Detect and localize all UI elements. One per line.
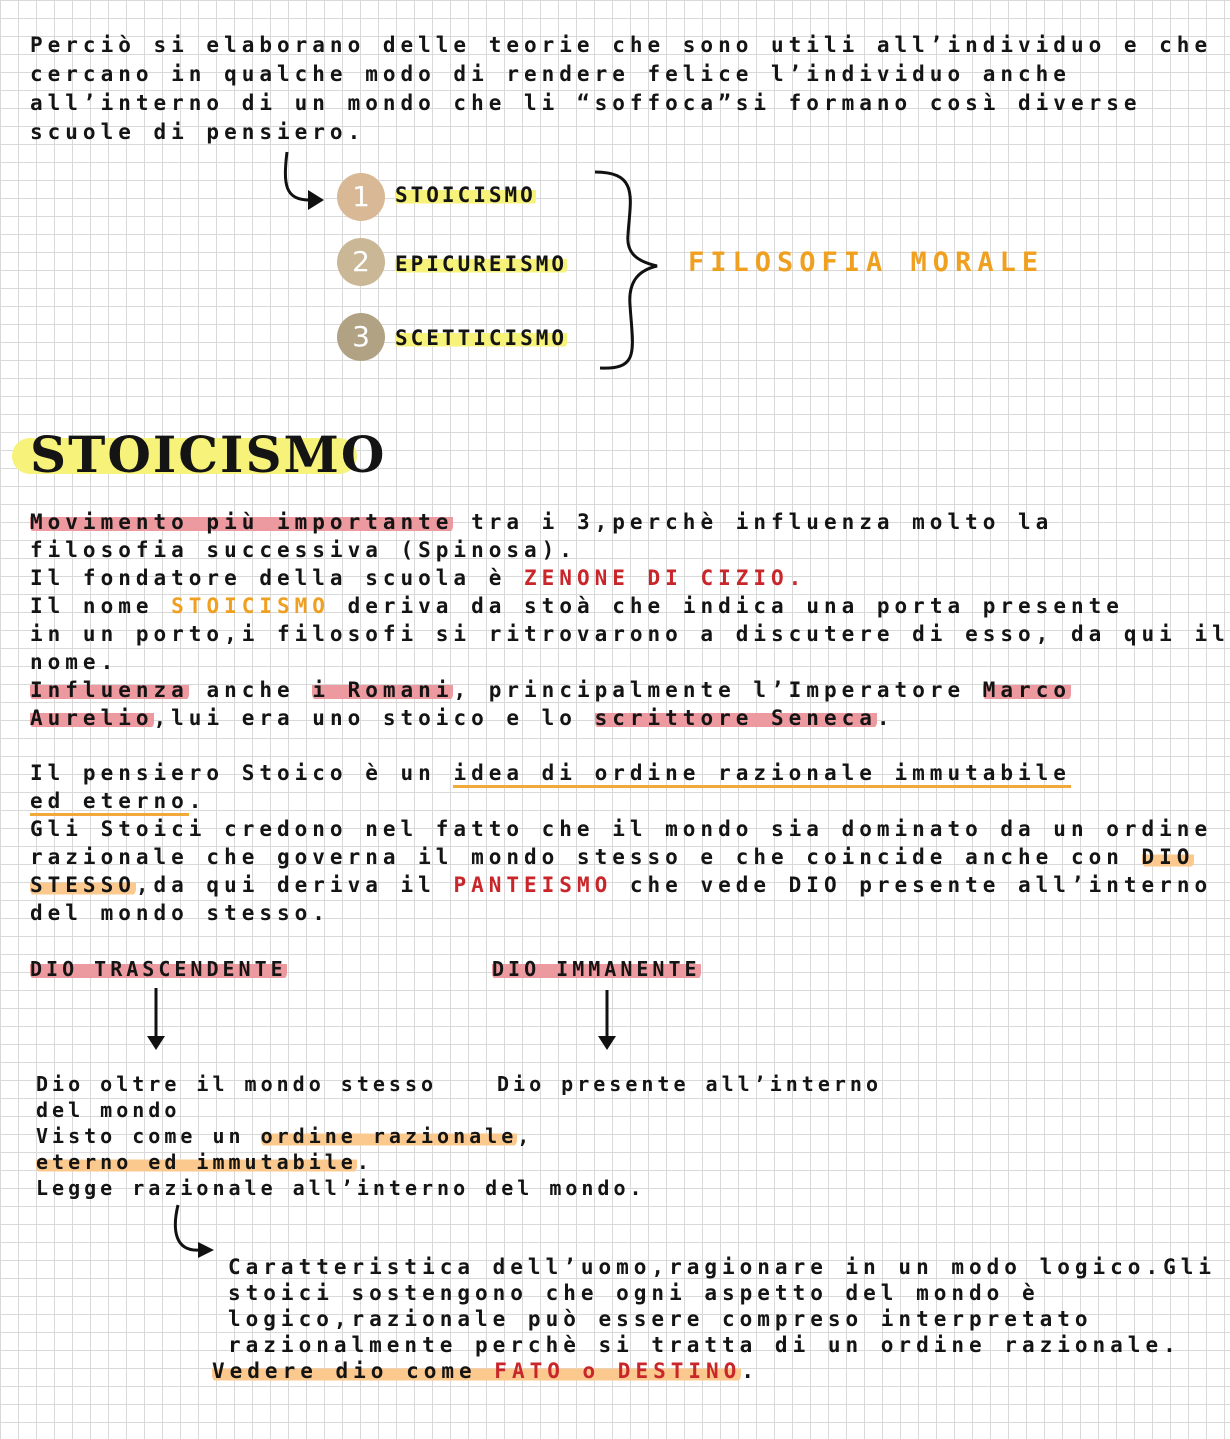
trasc-line-3: Visto come un ordine razionale, [36, 1124, 534, 1148]
p1-line-3: Il fondatore della scuola è ZENONE DI CIZIO. [30, 566, 807, 590]
p1-line-8: Aurelio,lui era uno stoico e lo scrittore Seneca. [30, 706, 895, 730]
p2-line-4: razionale che governa il mondo stesso e che coincide anche con DIO [30, 845, 1195, 869]
intro-line-3: all’interno di un mondo che li “soffoca”si formano così diverse [30, 91, 1142, 115]
p2-line-6: del mondo stesso. [30, 901, 330, 925]
p1-line-7: Influenza anche i Romani, principalmente l’Imperatore Marco [30, 678, 1071, 702]
final-line-5: Vedere dio come FATO o DESTINO. [212, 1359, 759, 1383]
dio-trascendente-heading: DIO TRASCENDENTE [30, 957, 287, 981]
intro-line-2: cercano in qualche modo di rendere felice l’individuo anche [30, 62, 1071, 86]
imman-line-1: Dio presente all’interno [497, 1072, 882, 1096]
trasc-line-5: Legge razionale all’interno del mondo. [36, 1176, 646, 1200]
trasc-line-2: del mondo [36, 1098, 181, 1122]
intro-line-1: Perciò si elaborano delle teorie che sono utili all’individuo e che [30, 33, 1213, 57]
p2-line-1: Il pensiero Stoico è un idea di ordine razionale immutabile [30, 759, 1071, 787]
p1-line-6: nome. [30, 650, 119, 674]
page-title: STOICISMO [30, 425, 387, 484]
final-line-4: razionalmente perchè si tratta di un ordine razionale. [228, 1333, 1181, 1357]
school-stoicismo: STOICISMO [395, 183, 536, 207]
p1-line-2: filosofia successiva (Spinosa). [30, 538, 577, 562]
p2-line-3: Gli Stoici credono nel fatto che il mondo sia dominato da un ordine [30, 817, 1213, 841]
trasc-line-1: Dio oltre il mondo stesso [36, 1072, 438, 1096]
intro-line-4: scuole di pensiero. [30, 120, 366, 144]
final-line-2: stoici sostengono che ogni aspetto del mondo è [228, 1281, 1040, 1305]
final-line-1: Caratteristica dell’uomo,ragionare in un modo logico.Gli [228, 1255, 1217, 1279]
trasc-line-4: eterno ed immutabile. [36, 1150, 373, 1174]
final-line-3: logico,razionale può essere compreso interpretato [228, 1307, 1093, 1331]
dio-immanente-heading: DIO IMMANENTE [492, 957, 701, 981]
p1-line-4: Il nome STOICISMO deriva da stoà che indica una porta presente [30, 594, 1124, 618]
school-epicureismo: EPICUREISMO [395, 252, 568, 276]
curly-brace-icon [595, 172, 657, 368]
school-number-3: 3 [337, 313, 385, 361]
p2-line-5: STESSO,da qui deriva il PANTEISMO che vede DIO presente all’interno [30, 873, 1213, 897]
arrow-to-caratteristica-icon [175, 1205, 200, 1250]
arrow-to-schools-icon [285, 152, 310, 200]
school-number-1: 1 [337, 173, 385, 221]
filosofia-morale-label: FILOSOFIA MORALE [688, 247, 1045, 278]
p1-line-5: in un porto,i filosofi si ritrovarono a discutere di esso, da qui il [30, 622, 1230, 646]
school-scetticismo: SCETTICISMO [395, 326, 568, 350]
arrowhead-icon [308, 190, 324, 210]
school-number-2: 2 [337, 238, 385, 286]
p1-line-1: Movimento più importante tra i 3,perchè influenza molto la [30, 510, 1054, 534]
p2-line-2: ed eterno. [30, 787, 206, 815]
